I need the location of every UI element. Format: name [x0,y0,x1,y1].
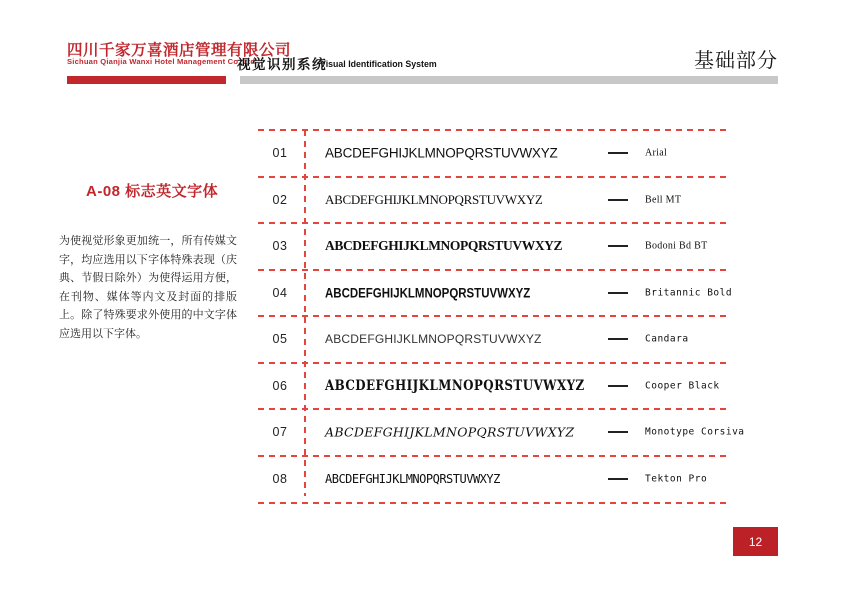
page-title: A-08 标志英文字体 [86,183,219,200]
company-name-en: Sichuan Qianjia Wanxi Hotel Management Co. Ltd [67,57,256,66]
row-font-name: Arial [645,147,668,159]
section-label: 基础部分 [694,50,778,72]
leader-dash [608,245,628,247]
font-table-row [258,363,731,410]
row-font-name: Bodoni Bd BT [645,240,708,252]
row-number: 02 [272,192,288,207]
page-number-badge: 12 [733,527,778,556]
row-font-name: Candara [645,333,689,345]
row-font-name: Tekton Pro [645,473,708,485]
leader-dash [608,199,628,201]
row-number: 03 [272,239,288,254]
row-top-dashed-line [258,222,731,224]
row-number: 01 [272,146,288,161]
table-bottom-dashed-line [258,502,731,504]
row-number: 06 [272,378,288,393]
row-number: 08 [272,471,288,486]
font-specimen-table [258,130,745,504]
header-gray-bar [240,76,778,84]
row-top-dashed-line [258,176,731,178]
row-font-name: Cooper Black [645,380,720,392]
alphabet-sample: ABCDEFGHIJKLMNOPQRSTUVWXYZ [325,377,585,394]
system-title-en: Visual Identification System [320,59,437,69]
row-number: 04 [272,285,288,300]
row-top-dashed-line [258,455,731,457]
font-table-rows [258,130,745,502]
alphabet-sample: ABCDEFGHIJKLMNOPQRSTUVWXYZ [325,238,563,254]
row-top-dashed-line [258,315,731,317]
alphabet-sample: ABCDEFGHIJKLMNOPQRSTUVWXYZ [325,191,543,207]
leader-dash [608,152,628,154]
leader-dash [608,338,628,340]
font-table-row [258,223,731,270]
font-table-row [258,130,731,177]
alphabet-sample: ABCDEFGHIJKLMNOPQRSTUVWXYZ [325,471,500,486]
row-font-name: Britannic Bold [645,287,733,299]
alphabet-sample: ABCDEFGHIJKLMNOPQRSTUVWXYZ [325,424,575,440]
alphabet-sample: ABCDEFGHIJKLMNOPQRSTUVWXYZ [325,332,542,347]
description-paragraph: 为使视觉形象更加统一，所有传媒文字，均应选用以下字体特殊表现（庆典、节假日除外）为使得运用方便，在刊物、媒体等内文及封面的排版上。除了特殊要求外使用的中文字体应选用以下字体。 [59,235,237,340]
system-title-cn: 视觉识别系统 [237,57,327,72]
row-font-name: Monotype Corsiva [645,426,745,438]
row-number: 07 [272,425,288,440]
row-number: 05 [272,332,288,347]
font-table-row [258,409,745,456]
font-table-row [258,316,731,363]
row-top-dashed-line [258,129,731,131]
alphabet-sample: ABCDEFGHIJKLMNOPQRSTUVWXYZ [325,145,558,161]
row-top-dashed-line [258,269,731,271]
alphabet-sample: ABCDEFGHIJKLMNOPQRSTUVWXYZ [325,285,531,301]
font-table-row [258,177,731,224]
row-top-dashed-line [258,362,731,364]
row-font-name: Bell MT [645,194,682,206]
company-name-cn: 四川千家万喜酒店管理有限公司 [67,42,292,59]
font-table-row [258,270,731,317]
row-top-dashed-line [258,408,731,410]
font-table-row [258,456,731,503]
leader-dash [608,431,628,433]
leader-dash [608,478,628,480]
leader-dash [608,385,628,387]
leader-dash [608,292,628,294]
header-red-bar [67,76,226,84]
